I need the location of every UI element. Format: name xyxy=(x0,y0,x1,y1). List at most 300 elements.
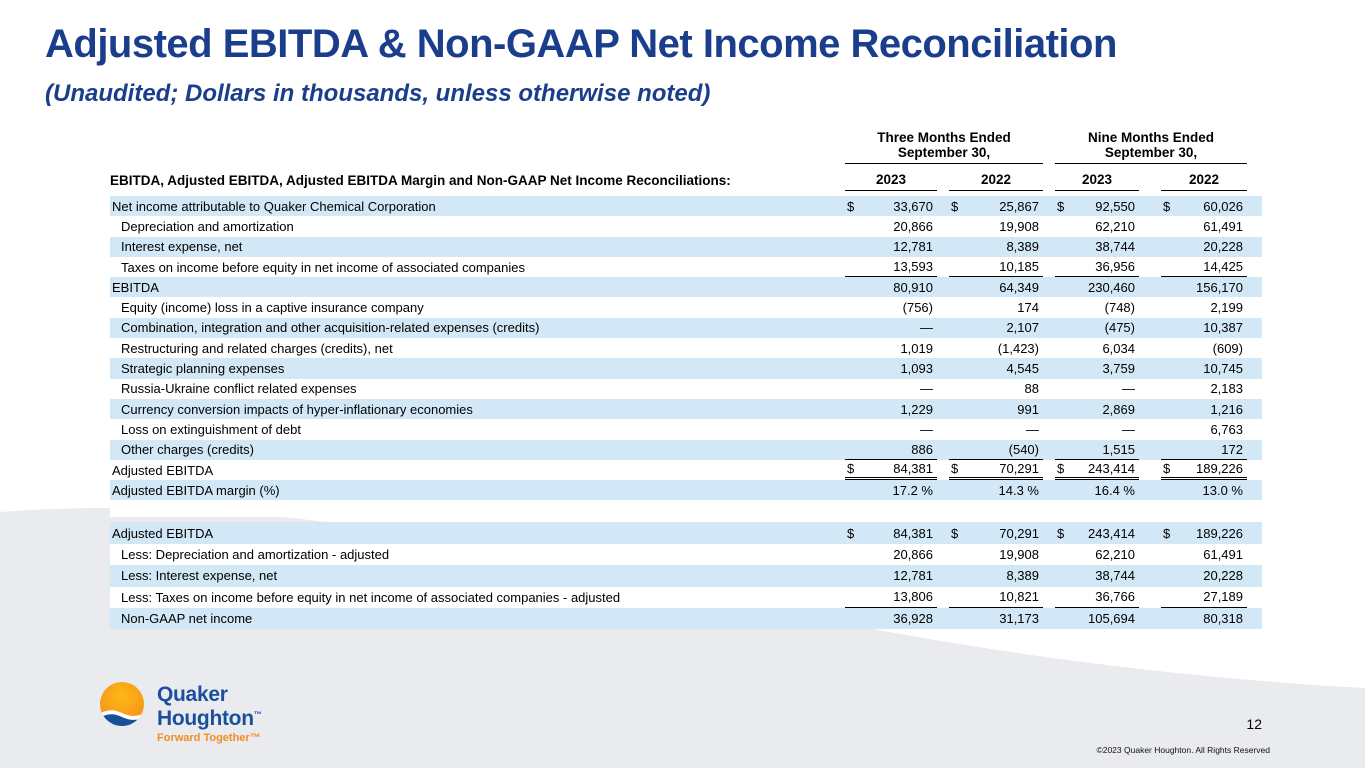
value-cell xyxy=(845,358,937,378)
column-gap xyxy=(937,522,949,543)
value: 10,745 xyxy=(1203,361,1243,377)
value-cell xyxy=(845,419,937,439)
row-label: Taxes on income before equity in net income of associated companies xyxy=(121,259,525,275)
row-tail xyxy=(1247,544,1262,565)
value-cell xyxy=(845,318,937,338)
value-cell xyxy=(1161,544,1247,565)
column-gap xyxy=(1043,379,1055,399)
row-label: Less: Interest expense, net xyxy=(121,568,278,584)
col-group-line1: Nine Months Ended xyxy=(1088,130,1214,145)
value-cell xyxy=(1055,297,1139,317)
currency-symbol: $ xyxy=(847,198,855,214)
column-gap xyxy=(1139,565,1161,586)
row-tail xyxy=(1247,522,1262,543)
value: 19,908 xyxy=(999,218,1039,234)
column-gap xyxy=(1139,216,1161,236)
column-gap xyxy=(1139,257,1161,277)
column-gap xyxy=(1043,608,1055,629)
value: 1,515 xyxy=(1102,441,1135,457)
value-cell xyxy=(845,297,937,317)
value-cell xyxy=(1161,440,1247,460)
column-gap xyxy=(1139,399,1161,419)
value: 16.4 % xyxy=(1094,482,1135,498)
row-tail xyxy=(1247,318,1262,338)
value: 80,910 xyxy=(893,279,933,295)
value-cell xyxy=(1161,419,1247,439)
column-gap xyxy=(1043,216,1055,236)
column-gap xyxy=(1139,379,1161,399)
value-cell xyxy=(949,440,1043,460)
page-number: 12 xyxy=(1246,716,1262,732)
value: 6,763 xyxy=(1210,421,1243,437)
reconciliation-table xyxy=(110,130,1262,629)
value-cell xyxy=(1161,565,1247,586)
column-gap xyxy=(937,419,949,439)
value: 1,216 xyxy=(1210,401,1243,417)
row-label: Equity (income) loss in a captive insurance company xyxy=(121,300,424,316)
value: 991 xyxy=(1017,401,1039,417)
column-gap xyxy=(937,257,949,277)
row-tail xyxy=(1247,277,1262,297)
value: 60,026 xyxy=(1203,198,1243,214)
column-gap xyxy=(937,358,949,378)
value-cell xyxy=(1055,216,1139,236)
column-gap xyxy=(1139,460,1161,480)
value: 2,107 xyxy=(1006,320,1039,336)
year-header: 2023 xyxy=(1055,164,1139,191)
row-label: Net income attributable to Quaker Chemical Corporation xyxy=(112,198,436,214)
table-header xyxy=(110,130,1262,191)
column-gap xyxy=(1043,164,1055,191)
value-cell xyxy=(1161,257,1247,277)
column-gap xyxy=(1139,237,1161,257)
row-tail xyxy=(1247,196,1262,216)
table-row xyxy=(110,587,1262,608)
row-tail xyxy=(1247,297,1262,317)
value-cell xyxy=(845,565,937,586)
value-cell xyxy=(1055,358,1139,378)
value: 61,491 xyxy=(1203,218,1243,234)
value-cell xyxy=(949,480,1043,500)
value: 12,781 xyxy=(893,568,933,584)
value: 243,414 xyxy=(1088,525,1135,541)
value: (475) xyxy=(1104,320,1135,336)
value: 2,183 xyxy=(1210,381,1243,397)
currency-symbol: $ xyxy=(1163,461,1171,476)
year-header-row xyxy=(110,164,1262,191)
header-tail xyxy=(1247,130,1262,164)
row-tail xyxy=(1247,216,1262,236)
column-gap xyxy=(1043,338,1055,358)
row-label: Less: Taxes on income before equity in net income of associated companies - adjusted xyxy=(121,589,621,605)
value-cell xyxy=(845,257,937,277)
group-gap xyxy=(1043,130,1055,164)
value-cell xyxy=(1055,277,1139,297)
value-cell xyxy=(845,587,937,608)
value-cell xyxy=(949,460,1043,480)
table-row xyxy=(110,522,1262,543)
column-gap xyxy=(1139,318,1161,338)
value: 61,491 xyxy=(1203,547,1243,563)
column-gap xyxy=(1139,338,1161,358)
value-cell xyxy=(1055,338,1139,358)
table-row xyxy=(110,440,1262,460)
value: (1,423) xyxy=(997,340,1039,356)
year-header: 2022 xyxy=(949,164,1043,191)
value-cell xyxy=(949,608,1043,629)
value-cell xyxy=(1055,196,1139,216)
column-gap xyxy=(937,318,949,338)
value: 27,189 xyxy=(1203,589,1243,605)
value: 12,781 xyxy=(893,239,933,255)
table-row-header: EBITDA, Adjusted EBITDA, Adjusted EBITDA Margin and Non-GAAP Net Income Reconciliations: xyxy=(110,173,731,188)
value-cell xyxy=(1055,522,1139,543)
value: 36,928 xyxy=(893,611,933,627)
column-gap xyxy=(1043,440,1055,460)
value: 33,670 xyxy=(893,198,933,214)
value: 13,806 xyxy=(893,589,933,605)
value-cell xyxy=(949,587,1043,608)
table-row xyxy=(110,277,1262,297)
value: 10,821 xyxy=(999,589,1039,605)
column-gap xyxy=(937,480,949,500)
row-tail xyxy=(1247,358,1262,378)
column-gap xyxy=(1043,522,1055,543)
value: 10,185 xyxy=(999,259,1039,275)
value: 25,867 xyxy=(999,198,1039,214)
table-row xyxy=(110,379,1262,399)
value: 156,170 xyxy=(1196,279,1243,295)
value-cell xyxy=(1161,480,1247,500)
non-gaap-net-income-section xyxy=(110,522,1262,629)
table-row xyxy=(110,480,1262,500)
currency-symbol: $ xyxy=(1057,461,1065,476)
value: 19,908 xyxy=(999,547,1039,563)
column-gap xyxy=(1043,565,1055,586)
value: 230,460 xyxy=(1088,279,1135,295)
table-row xyxy=(110,358,1262,378)
logo-wordmark-quaker: Quaker xyxy=(157,683,228,706)
table-row xyxy=(110,196,1262,216)
value: 70,291 xyxy=(999,525,1039,541)
value-cell xyxy=(845,338,937,358)
value: 62,210 xyxy=(1095,547,1135,563)
value: 886 xyxy=(911,441,933,457)
table-row xyxy=(110,419,1262,439)
value-cell xyxy=(1161,318,1247,338)
currency-symbol: $ xyxy=(847,461,855,476)
copyright-notice: ©2023 Quaker Houghton. All Rights Reserved xyxy=(1096,745,1270,755)
column-gap xyxy=(1043,297,1055,317)
value: 36,956 xyxy=(1095,259,1135,275)
row-tail xyxy=(1247,338,1262,358)
value-cell xyxy=(845,277,937,297)
value-cell xyxy=(949,544,1043,565)
value-cell xyxy=(949,237,1043,257)
value: 243,414 xyxy=(1088,461,1135,476)
value-cell xyxy=(949,522,1043,543)
value: 62,210 xyxy=(1095,218,1135,234)
currency-symbol: $ xyxy=(951,461,959,476)
table-row xyxy=(110,460,1262,480)
value: — xyxy=(920,421,933,437)
value: — xyxy=(1122,381,1135,397)
value-cell xyxy=(1055,440,1139,460)
row-label: Non-GAAP net income xyxy=(121,611,253,627)
value: 64,349 xyxy=(999,279,1039,295)
value-cell xyxy=(1055,237,1139,257)
row-label: Combination, integration and other acquisition-related expenses (credits) xyxy=(121,320,540,336)
value: 38,744 xyxy=(1095,568,1135,584)
column-gap xyxy=(1043,318,1055,338)
value-cell xyxy=(1055,379,1139,399)
value-cell xyxy=(1055,608,1139,629)
value-cell xyxy=(949,399,1043,419)
column-gap xyxy=(937,440,949,460)
row-label: Depreciation and amortization xyxy=(121,218,294,234)
value: 2,199 xyxy=(1210,300,1243,316)
value-cell xyxy=(1161,379,1247,399)
value-cell xyxy=(949,216,1043,236)
column-gap xyxy=(937,297,949,317)
value: — xyxy=(1026,421,1039,437)
value: 14.3 % xyxy=(998,482,1039,498)
column-group-row xyxy=(110,130,1262,164)
value: 14,425 xyxy=(1203,259,1243,275)
row-label: Strategic planning expenses xyxy=(121,361,285,377)
column-gap xyxy=(1043,257,1055,277)
value-cell xyxy=(845,196,937,216)
column-gap xyxy=(1043,399,1055,419)
row-label: Adjusted EBITDA xyxy=(112,462,214,478)
currency-symbol: $ xyxy=(1057,525,1065,541)
year-header: 2022 xyxy=(1161,164,1247,191)
value: (756) xyxy=(902,300,933,316)
value-cell xyxy=(1161,358,1247,378)
value-cell xyxy=(845,522,937,543)
column-gap xyxy=(937,277,949,297)
table-row xyxy=(110,565,1262,586)
currency-symbol: $ xyxy=(951,525,959,541)
year-header: 2023 xyxy=(845,164,937,191)
column-gap xyxy=(1139,608,1161,629)
row-label: Other charges (credits) xyxy=(121,442,254,458)
value: 36,766 xyxy=(1095,589,1135,605)
column-gap xyxy=(1139,419,1161,439)
column-gap xyxy=(1043,196,1055,216)
logo-tagline: Forward Together™ xyxy=(157,732,261,744)
row-tail xyxy=(1247,419,1262,439)
column-gap xyxy=(1139,544,1161,565)
value: 189,226 xyxy=(1196,461,1243,476)
value: 84,381 xyxy=(893,461,933,476)
column-gap xyxy=(937,164,949,191)
column-gap xyxy=(1139,522,1161,543)
currency-symbol: $ xyxy=(1163,198,1171,214)
column-gap xyxy=(1043,460,1055,480)
row-tail xyxy=(1247,460,1262,480)
value-cell xyxy=(845,480,937,500)
value: 1,093 xyxy=(900,361,933,377)
value: 38,744 xyxy=(1095,239,1135,255)
currency-symbol: $ xyxy=(951,198,959,214)
value-cell xyxy=(1055,565,1139,586)
row-tail xyxy=(1247,565,1262,586)
logo-wordmark-houghton xyxy=(157,705,261,729)
value-cell xyxy=(1161,460,1247,480)
col-group-three-months xyxy=(845,130,1043,164)
value-cell xyxy=(1161,338,1247,358)
value: (748) xyxy=(1104,300,1135,316)
logo-houghton-text: Houghton xyxy=(157,707,254,730)
value: 13,593 xyxy=(893,259,933,275)
value: — xyxy=(920,320,933,336)
column-gap xyxy=(937,196,949,216)
value-cell xyxy=(1161,277,1247,297)
value-cell xyxy=(1055,544,1139,565)
column-gap xyxy=(1043,419,1055,439)
column-gap xyxy=(937,379,949,399)
table-row xyxy=(110,297,1262,317)
column-gap xyxy=(1139,480,1161,500)
row-label: Interest expense, net xyxy=(121,239,243,255)
column-gap xyxy=(937,460,949,480)
value: 174 xyxy=(1017,300,1039,316)
column-gap xyxy=(937,399,949,419)
value-cell xyxy=(1055,460,1139,480)
column-gap xyxy=(937,338,949,358)
row-label: Adjusted EBITDA xyxy=(112,525,214,541)
table-row xyxy=(110,544,1262,565)
value-cell xyxy=(1161,216,1247,236)
row-tail xyxy=(1247,399,1262,419)
value: 1,229 xyxy=(900,401,933,417)
value-cell xyxy=(1161,587,1247,608)
value-cell xyxy=(845,608,937,629)
column-gap xyxy=(1139,297,1161,317)
row-tail xyxy=(1247,608,1262,629)
header-tail xyxy=(1247,164,1262,191)
column-gap xyxy=(937,544,949,565)
value: 88 xyxy=(1024,381,1039,397)
value-cell xyxy=(1055,318,1139,338)
column-gap xyxy=(1139,164,1161,191)
value-cell xyxy=(845,237,937,257)
header-spacer xyxy=(110,130,845,164)
column-gap xyxy=(1139,440,1161,460)
currency-symbol: $ xyxy=(847,525,855,541)
column-gap xyxy=(937,587,949,608)
column-gap xyxy=(1043,277,1055,297)
value: 172 xyxy=(1221,441,1243,457)
value-cell xyxy=(1161,399,1247,419)
column-gap xyxy=(937,216,949,236)
row-label: Adjusted EBITDA margin (%) xyxy=(112,482,280,498)
value-cell xyxy=(949,419,1043,439)
row-label: Russia-Ukraine conflict related expenses xyxy=(121,381,357,397)
value: 6,034 xyxy=(1102,340,1135,356)
value: 31,173 xyxy=(999,611,1039,627)
col-group-nine-months xyxy=(1055,130,1247,164)
column-gap xyxy=(1043,587,1055,608)
row-tail xyxy=(1247,440,1262,460)
row-tail xyxy=(1247,480,1262,500)
row-label: Restructuring and related charges (credits), net xyxy=(121,340,393,356)
column-gap xyxy=(1043,358,1055,378)
value: 13.0 % xyxy=(1202,482,1243,498)
value: 92,550 xyxy=(1095,198,1135,214)
table-row xyxy=(110,318,1262,338)
slide-subtitle: (Unaudited; Dollars in thousands, unless otherwise noted) xyxy=(45,80,711,107)
value: 80,318 xyxy=(1203,611,1243,627)
value-cell xyxy=(949,379,1043,399)
table-row xyxy=(110,237,1262,257)
value-cell xyxy=(1161,608,1247,629)
value: 20,866 xyxy=(893,218,933,234)
value-cell xyxy=(845,460,937,480)
table-row xyxy=(110,608,1262,629)
quaker-houghton-logo xyxy=(98,679,261,744)
value: 3,759 xyxy=(1102,361,1135,377)
value-cell xyxy=(1161,297,1247,317)
column-gap xyxy=(937,237,949,257)
value-cell xyxy=(949,338,1043,358)
col-group-line1: Three Months Ended xyxy=(877,130,1011,145)
col-group-line2: September 30, xyxy=(897,145,991,160)
column-gap xyxy=(1043,480,1055,500)
value-cell xyxy=(1161,522,1247,543)
value-cell xyxy=(845,216,937,236)
table-row xyxy=(110,338,1262,358)
row-tail xyxy=(1247,257,1262,277)
column-gap xyxy=(1139,277,1161,297)
value: 20,228 xyxy=(1203,239,1243,255)
column-gap xyxy=(1139,196,1161,216)
column-gap xyxy=(1139,587,1161,608)
row-tail xyxy=(1247,587,1262,608)
column-gap xyxy=(937,565,949,586)
column-gap xyxy=(937,608,949,629)
value-cell xyxy=(845,544,937,565)
logo-wordmark xyxy=(157,679,261,744)
value: 10,387 xyxy=(1203,320,1243,336)
value-cell xyxy=(845,440,937,460)
row-label: Less: Depreciation and amortization - adjusted xyxy=(121,547,390,563)
value: 20,866 xyxy=(893,547,933,563)
value-cell xyxy=(1055,587,1139,608)
table-row xyxy=(110,257,1262,277)
currency-symbol: $ xyxy=(1163,525,1171,541)
value: — xyxy=(1122,421,1135,437)
value-cell xyxy=(1161,196,1247,216)
row-label: Loss on extinguishment of debt xyxy=(121,421,301,437)
row-tail xyxy=(1247,237,1262,257)
value: 84,381 xyxy=(893,525,933,541)
value-cell xyxy=(949,277,1043,297)
value-cell xyxy=(845,379,937,399)
value-cell xyxy=(949,318,1043,338)
value-cell xyxy=(845,399,937,419)
value: 17.2 % xyxy=(892,482,933,498)
row-label: Currency conversion impacts of hyper-inflationary economies xyxy=(121,401,473,417)
trademark-symbol: ™ xyxy=(253,710,262,719)
table-row xyxy=(110,399,1262,419)
value-cell xyxy=(1055,480,1139,500)
value: 4,545 xyxy=(1006,361,1039,377)
row-tail xyxy=(1247,379,1262,399)
value: (540) xyxy=(1008,441,1039,457)
value: 189,226 xyxy=(1196,525,1243,541)
